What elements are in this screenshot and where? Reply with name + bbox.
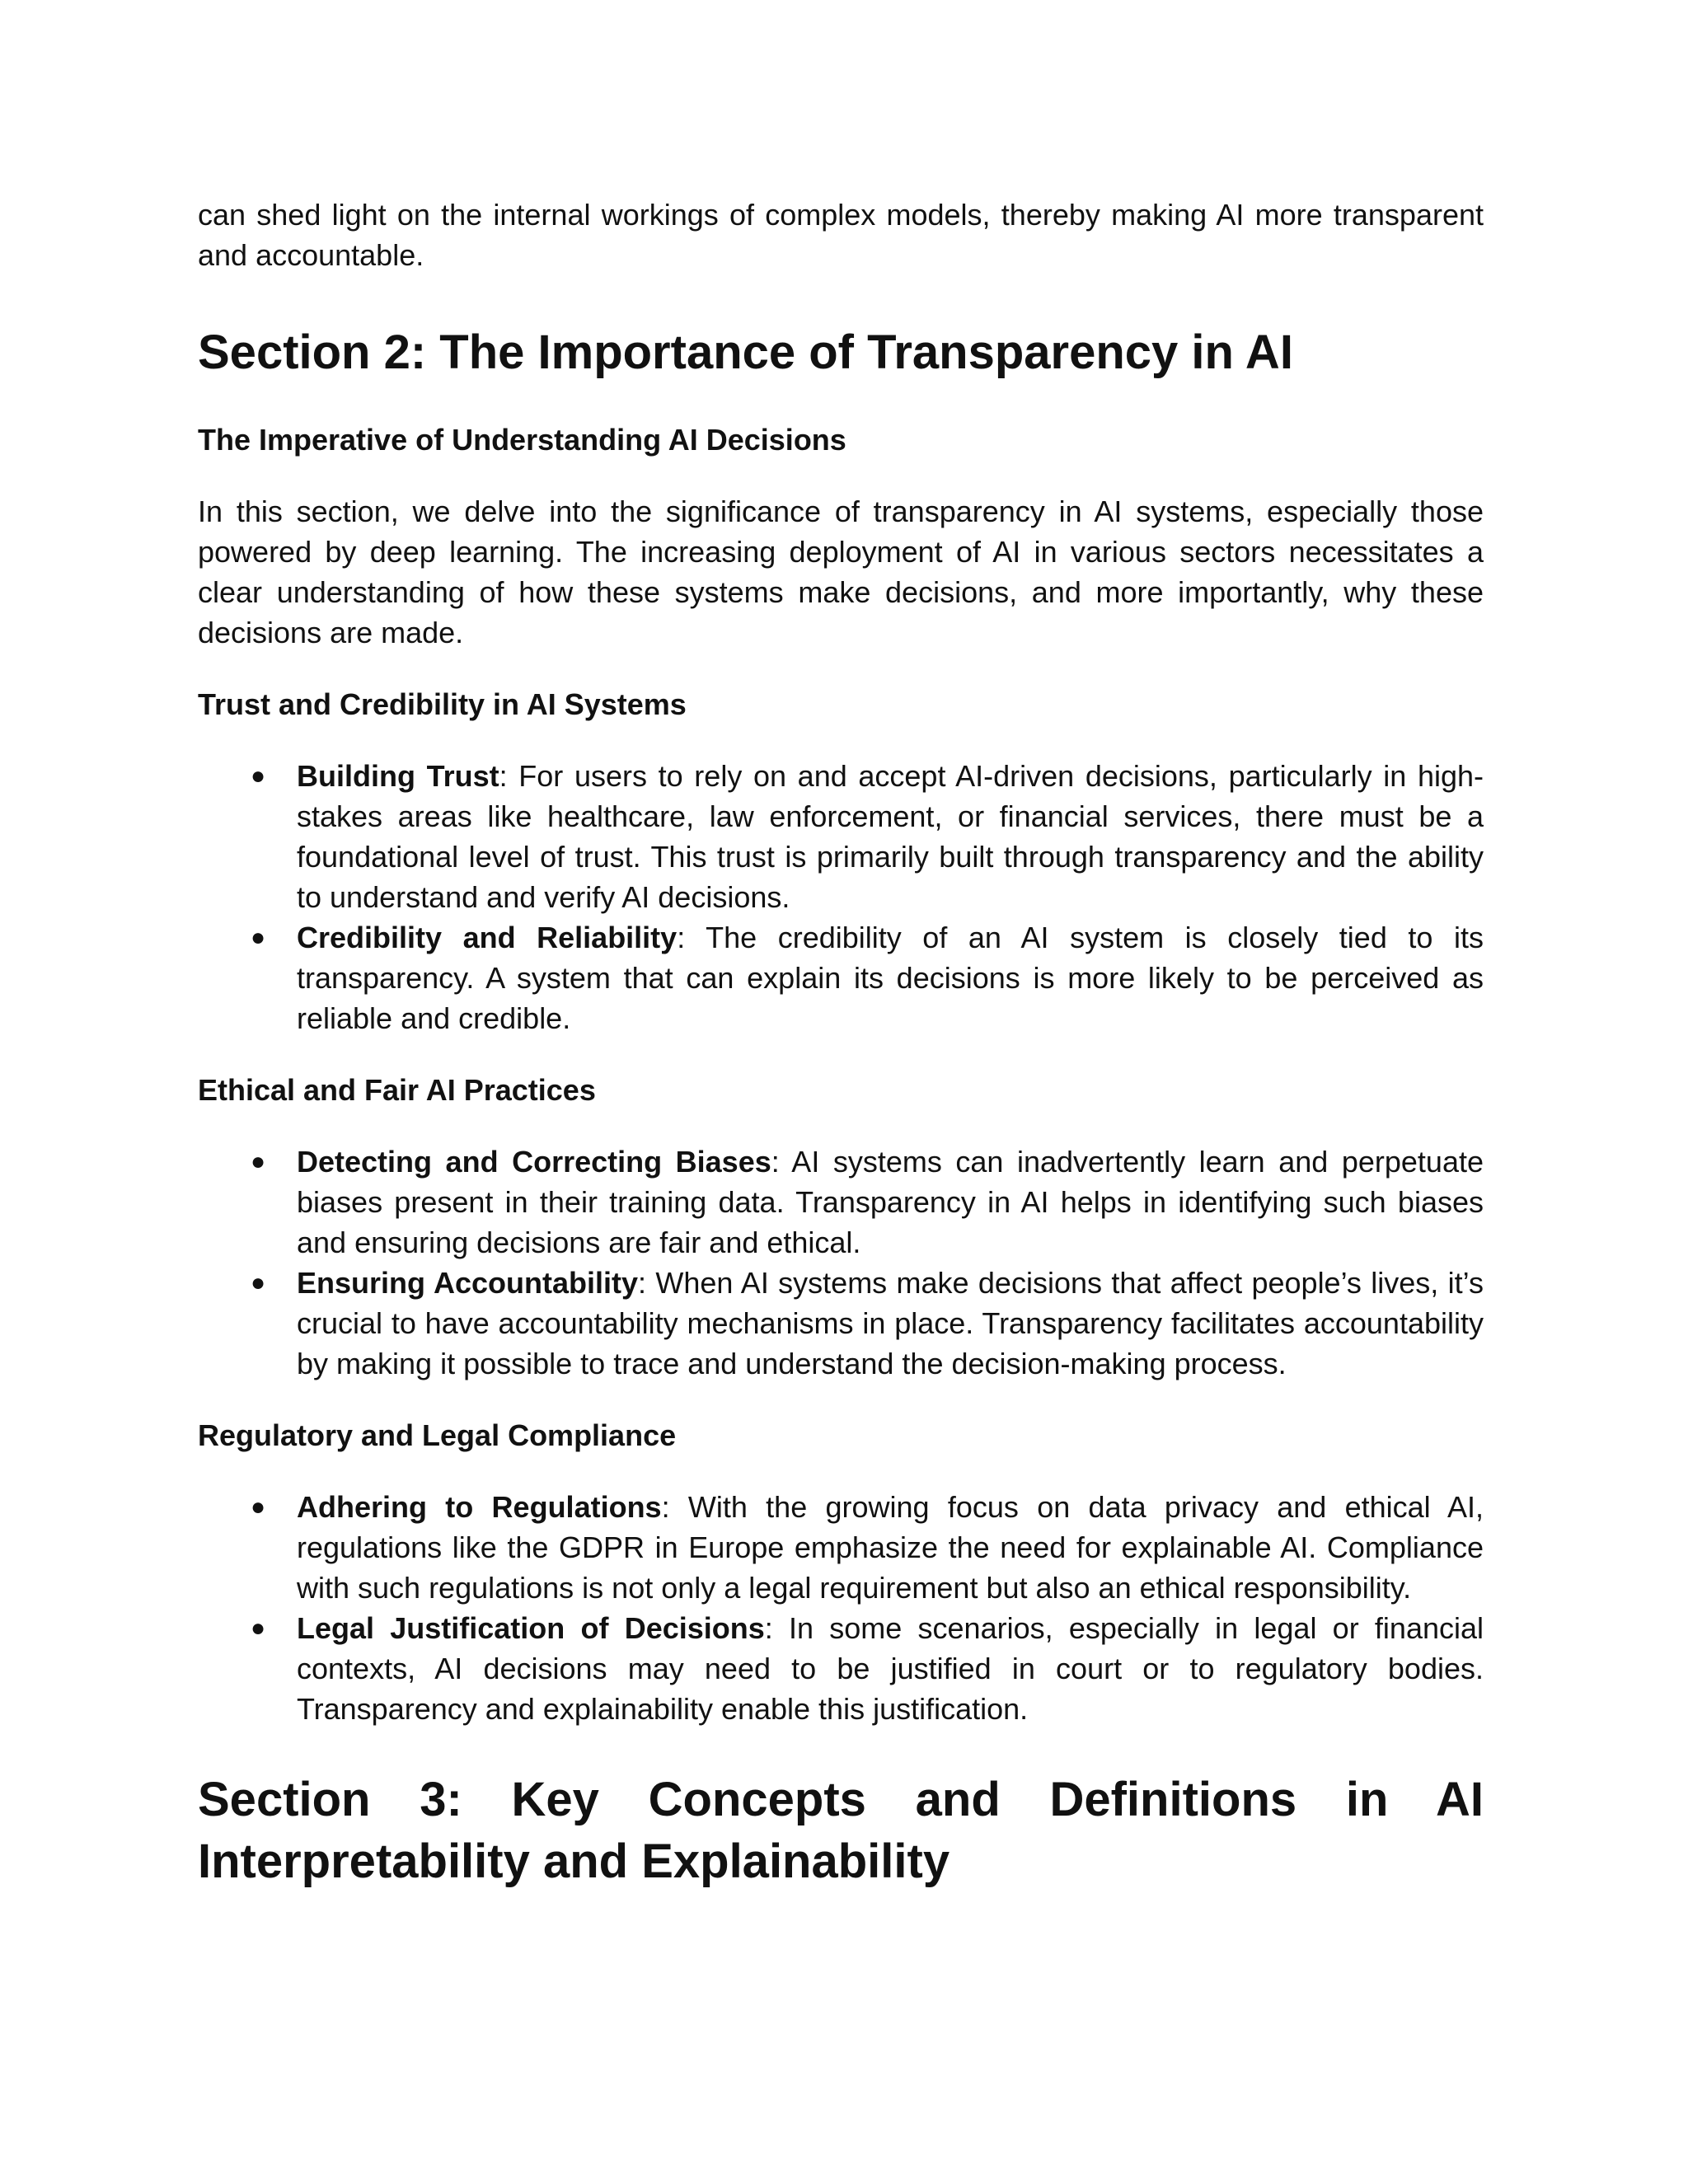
list-item	[198, 756, 1484, 917]
item-text: : With the growing focus on data privacy and ethical AI, regulations like the GDPR in Europe emphasize the need for explainable AI. Compliance with such regulations is not only a legal requirement but also an ethical responsibility.	[297, 1490, 1484, 1605]
item-text: : For users to rely on and accept AI-driven decisions, particularly in high-stakes areas like healthcare, law enforcement, or financial services, there must be a foundational level of trust. This trust is primarily built through transparency and the ability to understand and verify AI decisions.	[297, 759, 1484, 914]
bullet-icon: ●	[251, 762, 266, 790]
item-term: Legal Justification of Decisions	[297, 1611, 765, 1645]
item-term: Credibility and Reliability	[297, 921, 678, 954]
item-term: Building Trust	[297, 759, 499, 793]
item-term: Ensuring Accountability	[297, 1266, 639, 1300]
item-term: Detecting and Correcting Biases	[297, 1145, 771, 1179]
list-item	[198, 1608, 1484, 1729]
item-text: : AI systems can inadvertently learn and perpetuate biases present in their training data. Transparency in AI helps in identifying such biases and ensuring decisions are fair and ethical.	[297, 1145, 1484, 1259]
item-text: : In some scenarios, especially in legal or financial contexts, AI decisions may need to be justified in court or to regulatory bodies. Transparency and explainability enable this justification.	[297, 1611, 1484, 1726]
bullet-list-trust	[198, 756, 1484, 1038]
document-page	[198, 194, 1484, 1892]
subheading-trust: Trust and Credibility in AI Systems	[198, 687, 687, 721]
section-2-title: Section 2: The Importance of Transparency in AI	[198, 326, 1293, 379]
list-item	[198, 1487, 1484, 1608]
bullet-icon: ●	[251, 924, 266, 951]
continuation-paragraph: can shed light on the internal workings of complex models, thereby making AI more transparent and accountable.	[198, 198, 1484, 272]
list-item	[198, 1263, 1484, 1384]
item-term: Adhering to Regulations	[297, 1490, 662, 1524]
list-item	[198, 917, 1484, 1038]
bullet-icon: ●	[251, 1269, 266, 1296]
subheading-ethical: Ethical and Fair AI Practices	[198, 1073, 596, 1107]
bullet-icon: ●	[251, 1148, 266, 1175]
section-3-title: Section 3: Key Concepts and Definitions in AI Interpretability and Explainability	[198, 1773, 1484, 1888]
bullet-icon: ●	[251, 1493, 266, 1521]
bullet-list-ethical	[198, 1141, 1484, 1384]
item-text: : When AI systems make decisions that affect people’s lives, it’s crucial to have accountability mechanisms in place. Transparency facilitates accountability by making it possible to trace and understand the decision-making process.	[297, 1266, 1484, 1380]
item-text: : The credibility of an AI system is closely tied to its transparency. A system that can explain its decisions is more likely to be perceived as reliable and credible.	[297, 921, 1484, 1035]
subheading-regulatory: Regulatory and Legal Compliance	[198, 1418, 677, 1452]
list-item	[198, 1141, 1484, 1263]
bullet-list-regulatory	[198, 1487, 1484, 1729]
subheading-imperative: The Imperative of Understanding AI Decisions	[198, 423, 846, 457]
section-2-intro-paragraph: In this section, we delve into the significance of transparency in AI systems, especially those powered by deep learning. The increasing deployment of AI in various sectors necessitates a clear understanding of how these systems make decisions, and more importantly, why these decisions are made.	[198, 494, 1484, 649]
bullet-icon: ●	[251, 1615, 266, 1642]
